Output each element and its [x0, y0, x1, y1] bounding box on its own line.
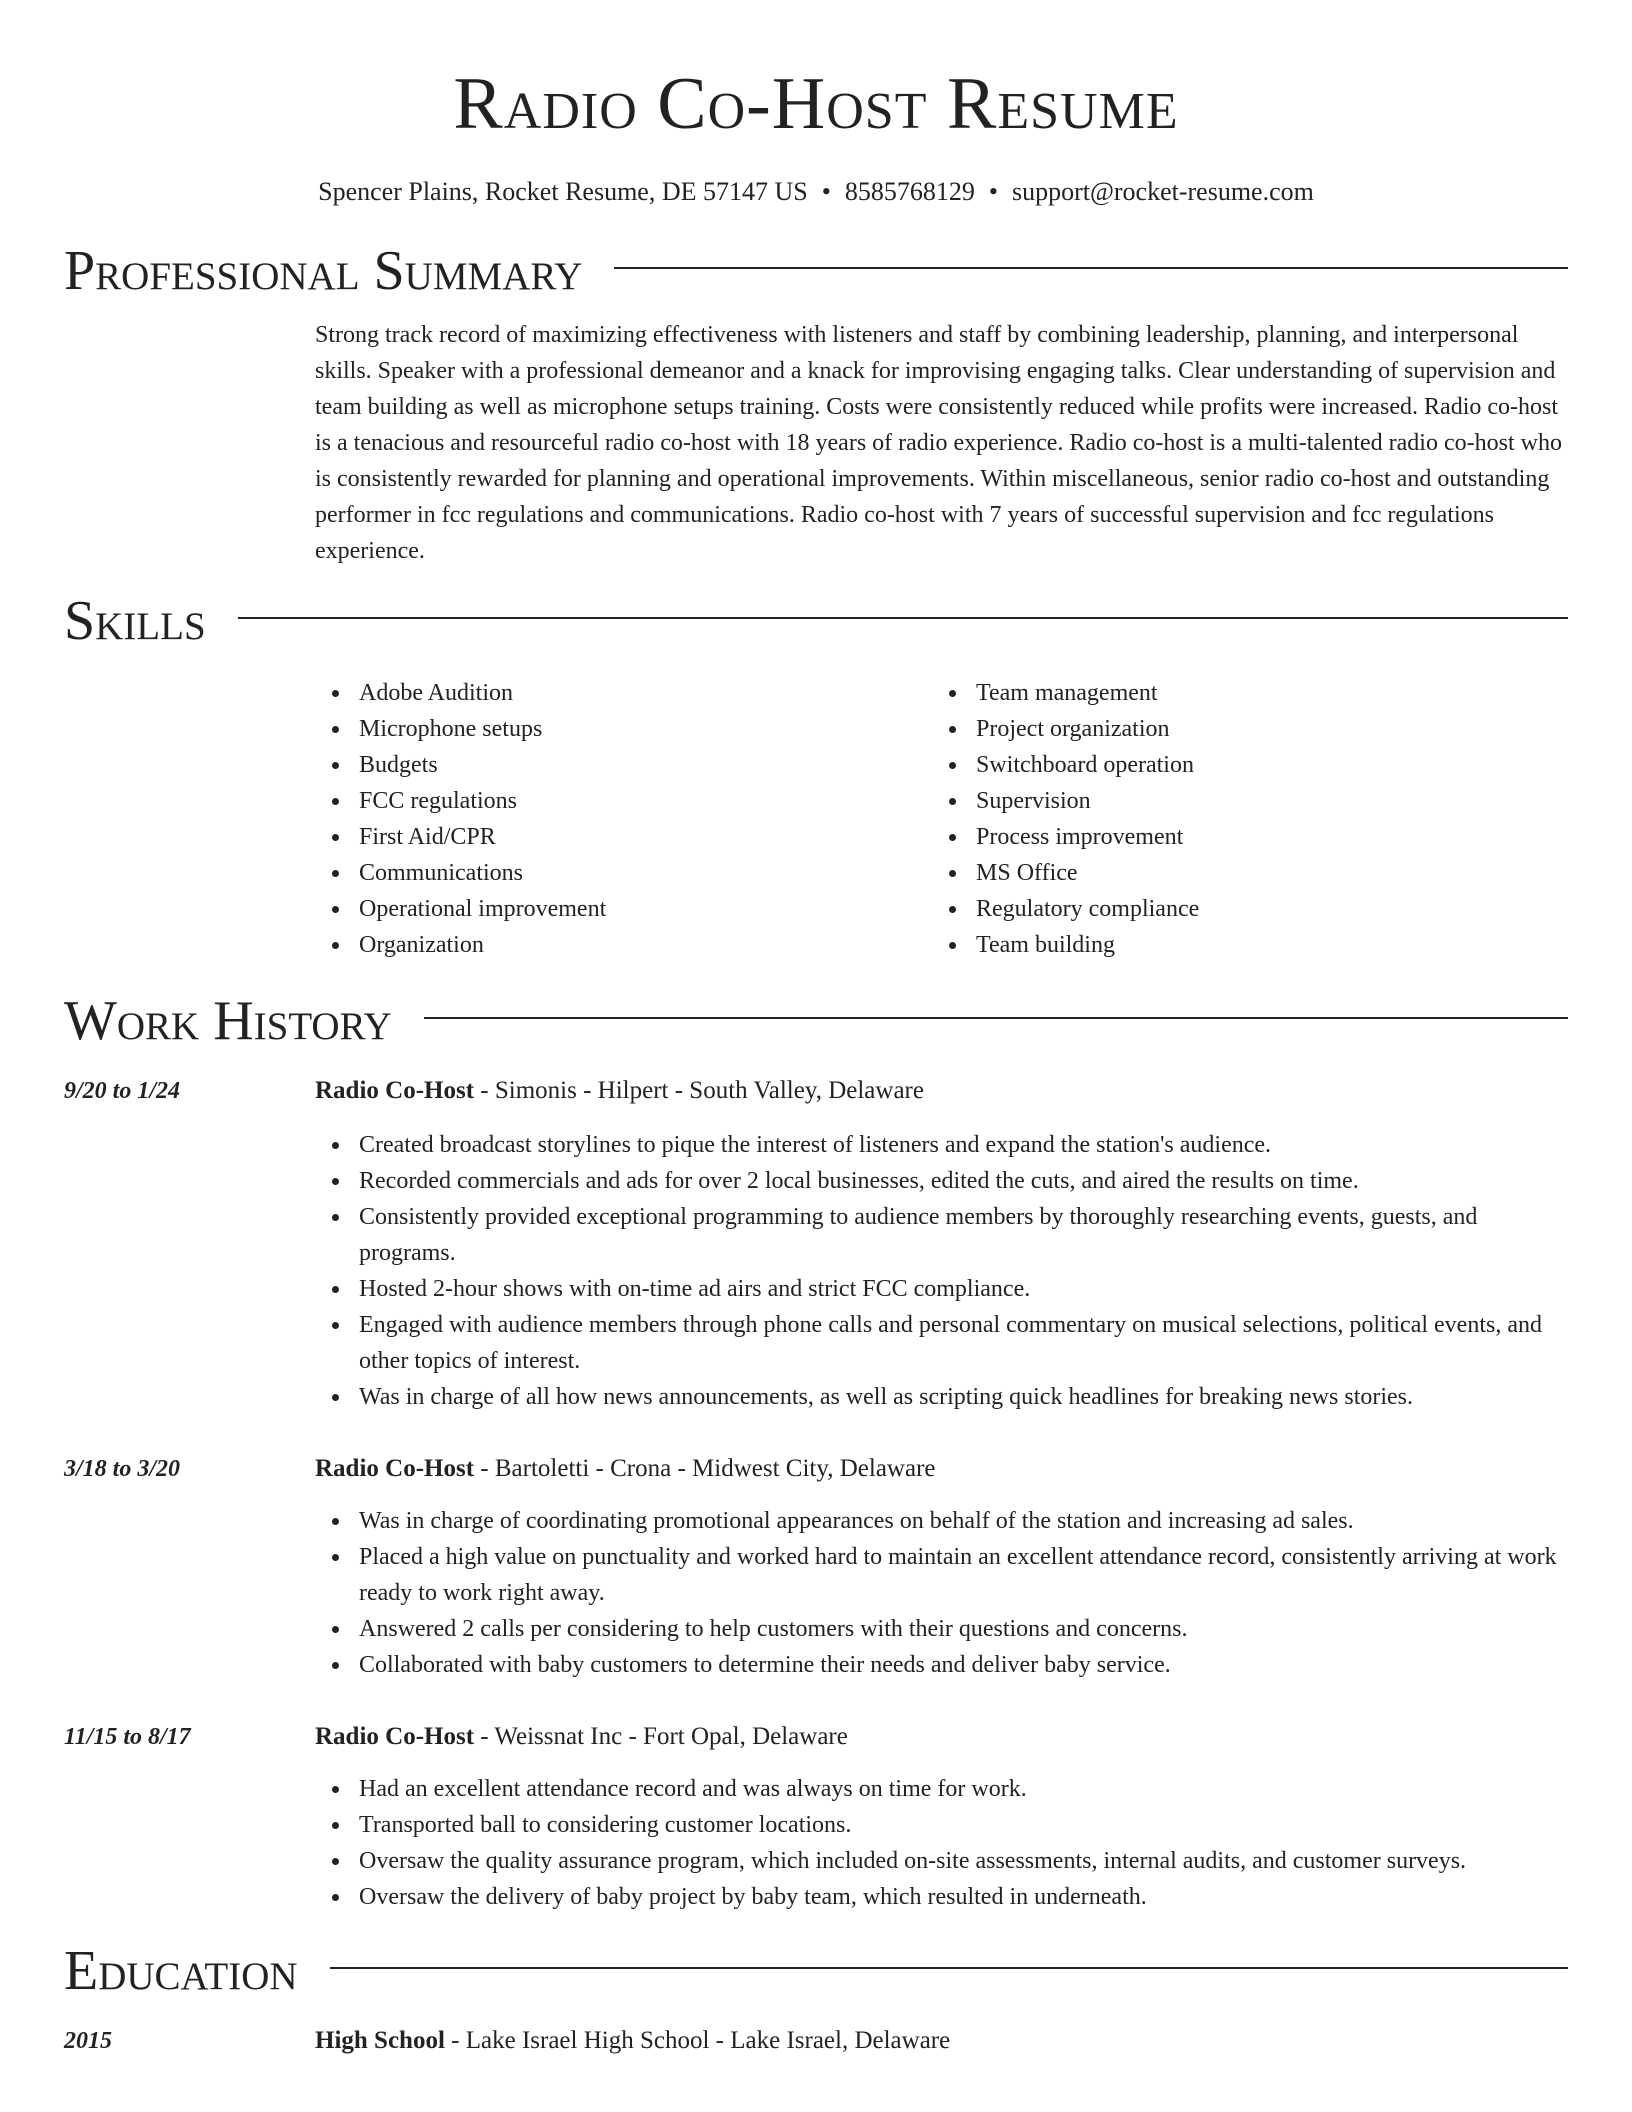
section-header-work [64, 989, 1568, 1053]
work-bullet: Consistently provided exceptional programming to audience members by thoroughly researching events, guests, and programs. [315, 1199, 1568, 1271]
education-title [315, 2023, 950, 2059]
work-bullet: Answered 2 calls per considering to help customers with their questions and concerns. [315, 1611, 1568, 1647]
work-bullet: Oversaw the delivery of baby project by baby team, which resulted in underneath. [315, 1879, 1568, 1915]
education-entry-header [64, 2023, 1568, 2059]
work-entry [64, 1073, 1568, 1415]
work-entry [64, 1451, 1568, 1683]
work-details: - Bartoletti - Crona - Midwest City, Delaware [474, 1455, 936, 1482]
work-details: - Simonis - Hilpert - South Valley, Delaware [474, 1077, 924, 1104]
section-divider [238, 617, 1568, 619]
work-bullet: Oversaw the quality assurance program, which included on-site assessments, internal audits, and customer surveys. [315, 1843, 1568, 1879]
section-title-education: Education [64, 1940, 298, 2002]
skills-column-left [315, 675, 932, 963]
skill-item: Project organization [932, 711, 1549, 747]
resume-title: Radio Co-Host Resume [453, 63, 1179, 145]
section-title-summary: Professional Summary [64, 240, 583, 302]
skill-item: MS Office [932, 855, 1549, 891]
skill-item: Operational improvement [315, 891, 932, 927]
section-title-work: Work History [64, 990, 392, 1052]
contact-phone: 8585768129 [844, 177, 975, 206]
contact-email[interactable]: support@rocket-resume.com [1011, 177, 1314, 206]
work-role: Radio Co-Host [315, 1455, 475, 1482]
work-entry [64, 1719, 1568, 1915]
skill-item: Microphone setups [315, 711, 932, 747]
section-header-skills [64, 589, 1568, 653]
work-bullet: Collaborated with baby customers to determine their needs and deliver baby service. [315, 1647, 1568, 1683]
section-divider [614, 267, 1568, 269]
work-entry-header [64, 1073, 1568, 1109]
skill-item: Team building [932, 927, 1549, 963]
skill-item: Regulatory compliance [932, 891, 1549, 927]
skill-item: Adobe Audition [315, 675, 932, 711]
skill-item: Communications [315, 855, 932, 891]
work-bullets [315, 1771, 1568, 1915]
section-title-skills: Skills [64, 590, 206, 652]
skills-column-right [932, 675, 1549, 963]
work-bullet: Was in charge of all how news announcements, as well as scripting quick headlines for breaking news stories. [315, 1379, 1568, 1415]
work-bullet: Was in charge of coordinating promotional appearances on behalf of the station and increasing ad sales. [315, 1503, 1568, 1539]
work-dates: 9/20 to 1/24 [64, 1078, 181, 1104]
section-divider [424, 1017, 1568, 1019]
work-bullets [315, 1127, 1568, 1415]
work-bullet: Created broadcast storylines to pique the interest of listeners and expand the station's audience. [315, 1127, 1568, 1163]
skill-item: Budgets [315, 747, 932, 783]
work-dates: 11/15 to 8/17 [64, 1724, 191, 1750]
work-title [315, 1451, 936, 1487]
work-title [315, 1073, 924, 1109]
summary-text: Strong track record of maximizing effectiveness with listeners and staff by combining leadership, planning, and interpersonal skills. Speaker with a professional demeanor and a knack for improvising engaging talks. Clear understanding of supervision and team building as well as microphone setups training. Costs were consistently reduced while profits were increased. Radio co-host is a tenacious and resourceful radio co-host with 18 years of radio experience. Radio co-host is a multi-talented radio co-host who is consistently rewarded for planning and operational improvements. Within miscellaneous, senior radio co-host and outstanding performer in fcc regulations and communications. Radio co-host with 7 years of successful supervision and fcc regulations experience. [315, 322, 1562, 564]
skill-item: Organization [315, 927, 932, 963]
skill-item: Switchboard operation [932, 747, 1549, 783]
skill-item: Team management [932, 675, 1549, 711]
skill-item: FCC regulations [315, 783, 932, 819]
work-bullet: Hosted 2-hour shows with on-time ad airs and strict FCC compliance. [315, 1271, 1568, 1307]
work-bullets [315, 1503, 1568, 1683]
education-degree: High School [315, 2027, 445, 2054]
work-bullet: Had an excellent attendance record and was always on time for work. [315, 1771, 1568, 1807]
education-details: - Lake Israel High School - Lake Israel, Delaware [444, 2027, 951, 2054]
skill-item: Process improvement [932, 819, 1549, 855]
contact-separator: • [988, 177, 998, 206]
work-dates: 3/18 to 3/20 [64, 1456, 181, 1482]
education-entry [64, 2023, 1568, 2059]
work-entry-header [64, 1451, 1568, 1487]
contact-address: Spencer Plains, Rocket Resume, DE 57147 US [318, 177, 808, 206]
contact-line [64, 175, 1568, 209]
work-bullet: Transported ball to considering customer locations. [315, 1807, 1568, 1843]
contact-separator: • [821, 177, 831, 206]
work-bullet: Engaged with audience members through phone calls and personal commentary on musical selections, political events, and other topics of interest. [315, 1307, 1568, 1379]
work-details: - Weissnat Inc - Fort Opal, Delaware [474, 1723, 848, 1750]
work-title [315, 1719, 848, 1755]
skill-item: Supervision [932, 783, 1549, 819]
section-divider [330, 1967, 1568, 1969]
work-bullet: Recorded commercials and ads for over 2 local businesses, edited the cuts, and aired the results on time. [315, 1163, 1568, 1199]
skills-list [315, 675, 1568, 963]
section-header-education [64, 1939, 1568, 2003]
resume-page [64, 0, 1568, 2059]
work-bullet: Placed a high value on punctuality and worked hard to maintain an excellent attendance record, consistently arriving at work ready to work right away. [315, 1539, 1568, 1611]
work-role: Radio Co-Host [315, 1723, 475, 1750]
skill-item: First Aid/CPR [315, 819, 932, 855]
section-header-summary [64, 239, 1568, 303]
work-entry-header [64, 1719, 1568, 1755]
work-role: Radio Co-Host [315, 1077, 475, 1104]
education-year: 2015 [64, 2028, 112, 2054]
